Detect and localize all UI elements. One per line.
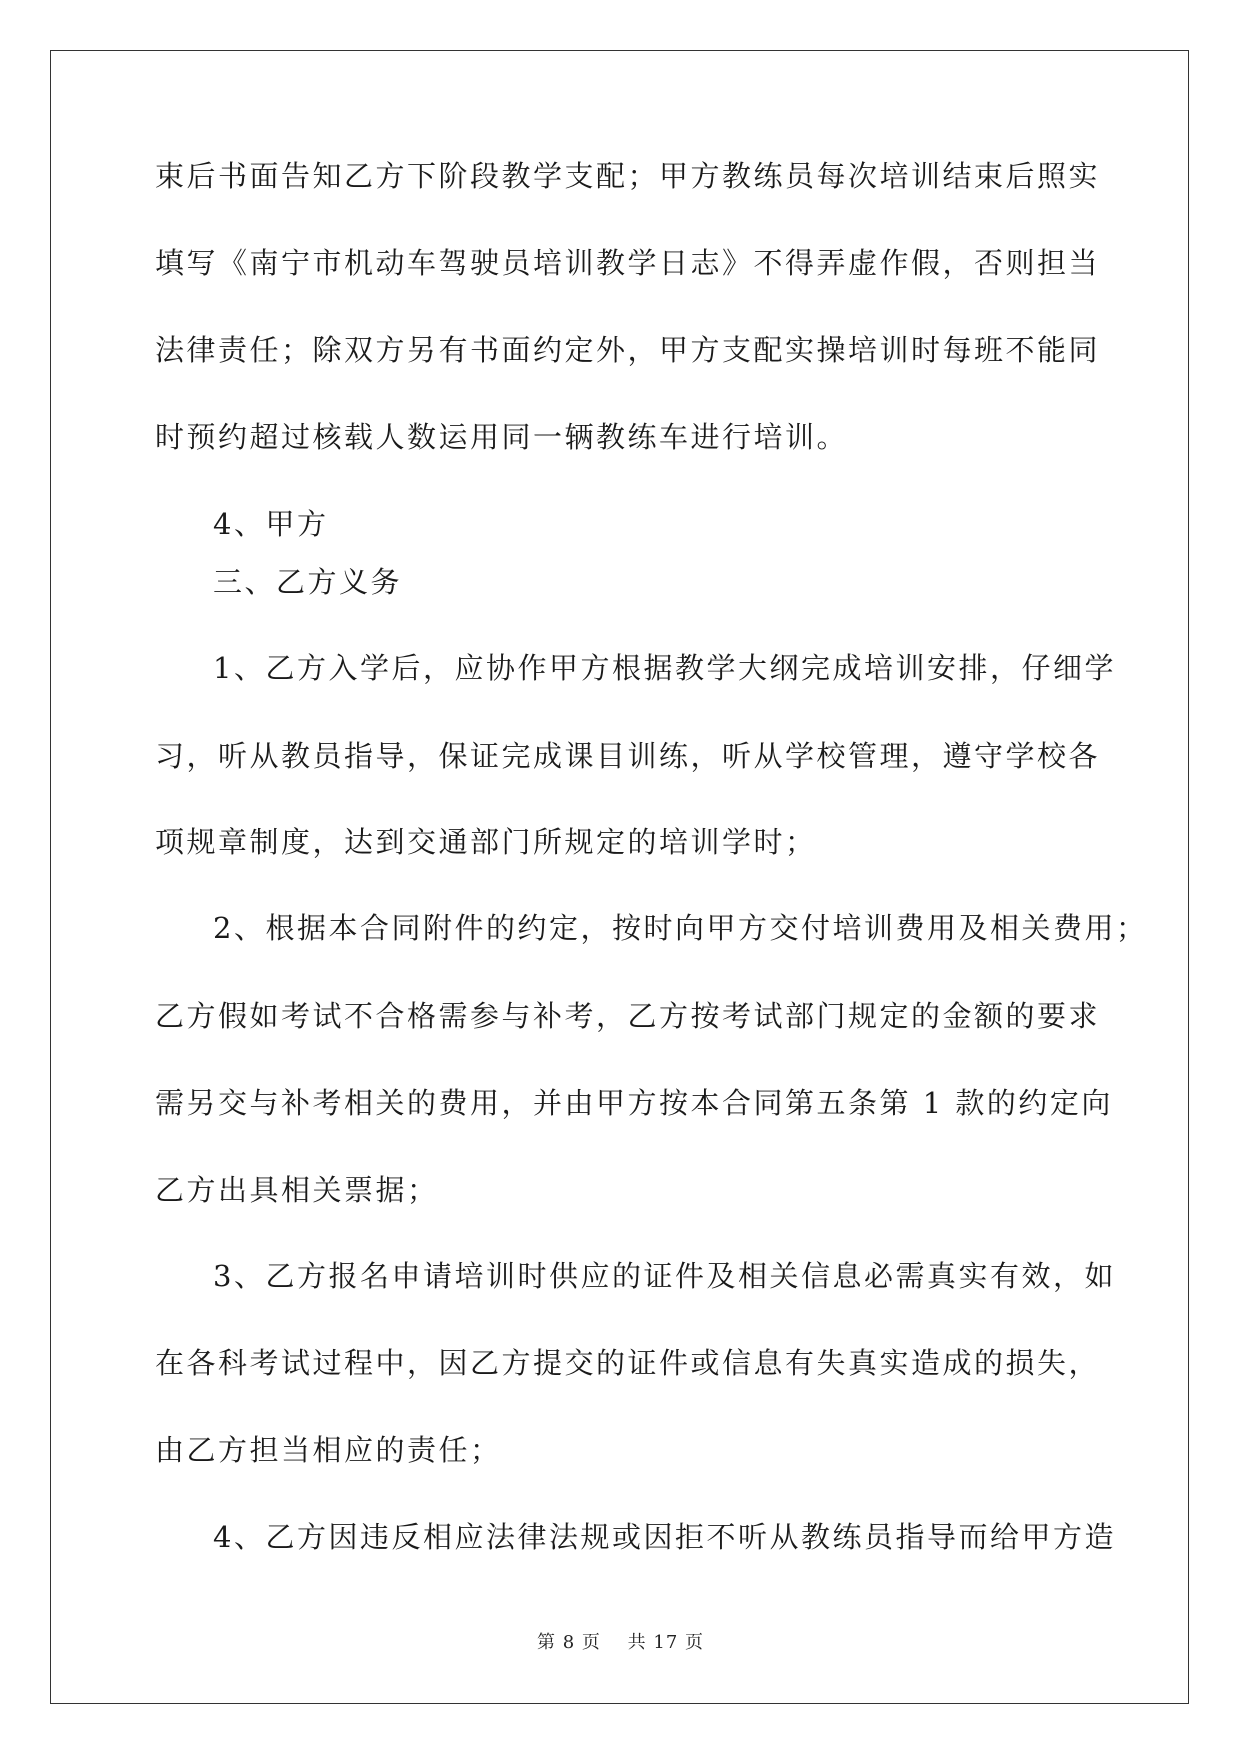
text-line-15: 在各科考试过程中，因乙方提交的证件或信息有失真实造成的损失， [155, 1346, 1101, 1380]
text-line-9: 项规章制度，达到交通部门所规定的培训学时； [155, 825, 817, 859]
text-line-11: 乙方假如考试不合格需参与补考，乙方按考试部门规定的金额的要求 [155, 999, 1101, 1033]
page-footer [0, 1628, 1241, 1654]
text-line-14: 3、乙方报名申请培训时供应的证件及相关信息必需真实有效，如 [213, 1259, 1116, 1293]
text-line-4: 时预约超过核载人数运用同一辆教练车进行培训。 [155, 420, 849, 454]
text-line-3: 法律责任；除双方另有书面约定外，甲方支配实操培训时每班不能同 [155, 333, 1101, 367]
text-line-1: 束后书面告知乙方下阶段教学支配；甲方教练员每次培训结束后照实 [155, 159, 1101, 193]
section-heading: 三、乙方义务 [213, 565, 403, 599]
text-line-7: 1、乙方入学后，应协作甲方根据教学大纲完成培训安排，仔细学 [213, 651, 1116, 685]
text-line-2: 填写《南宁市机动车驾驶员培训教学日志》不得弄虚作假，否则担当 [155, 246, 1101, 280]
page-total: 共 17 页 [627, 1632, 704, 1653]
text-line-8: 习，听从教员指导，保证完成课目训练，听从学校管理，遵守学校各 [155, 739, 1101, 773]
text-line-16: 由乙方担当相应的责任； [155, 1433, 502, 1467]
text-line-17: 4、乙方因违反相应法律法规或因拒不听从教练员指导而给甲方造 [213, 1520, 1116, 1554]
text-line-13: 乙方出具相关票据； [155, 1173, 439, 1207]
text-line-12: 需另交与补考相关的费用，并由甲方按本合同第五条第 1 款的约定向 [155, 1086, 1113, 1120]
text-line-5: 4、甲方 [213, 507, 329, 541]
page-number: 第 8 页 [537, 1632, 601, 1653]
text-line-10: 2、根据本合同附件的约定，按时向甲方交付培训费用及相关费用； [213, 911, 1148, 945]
